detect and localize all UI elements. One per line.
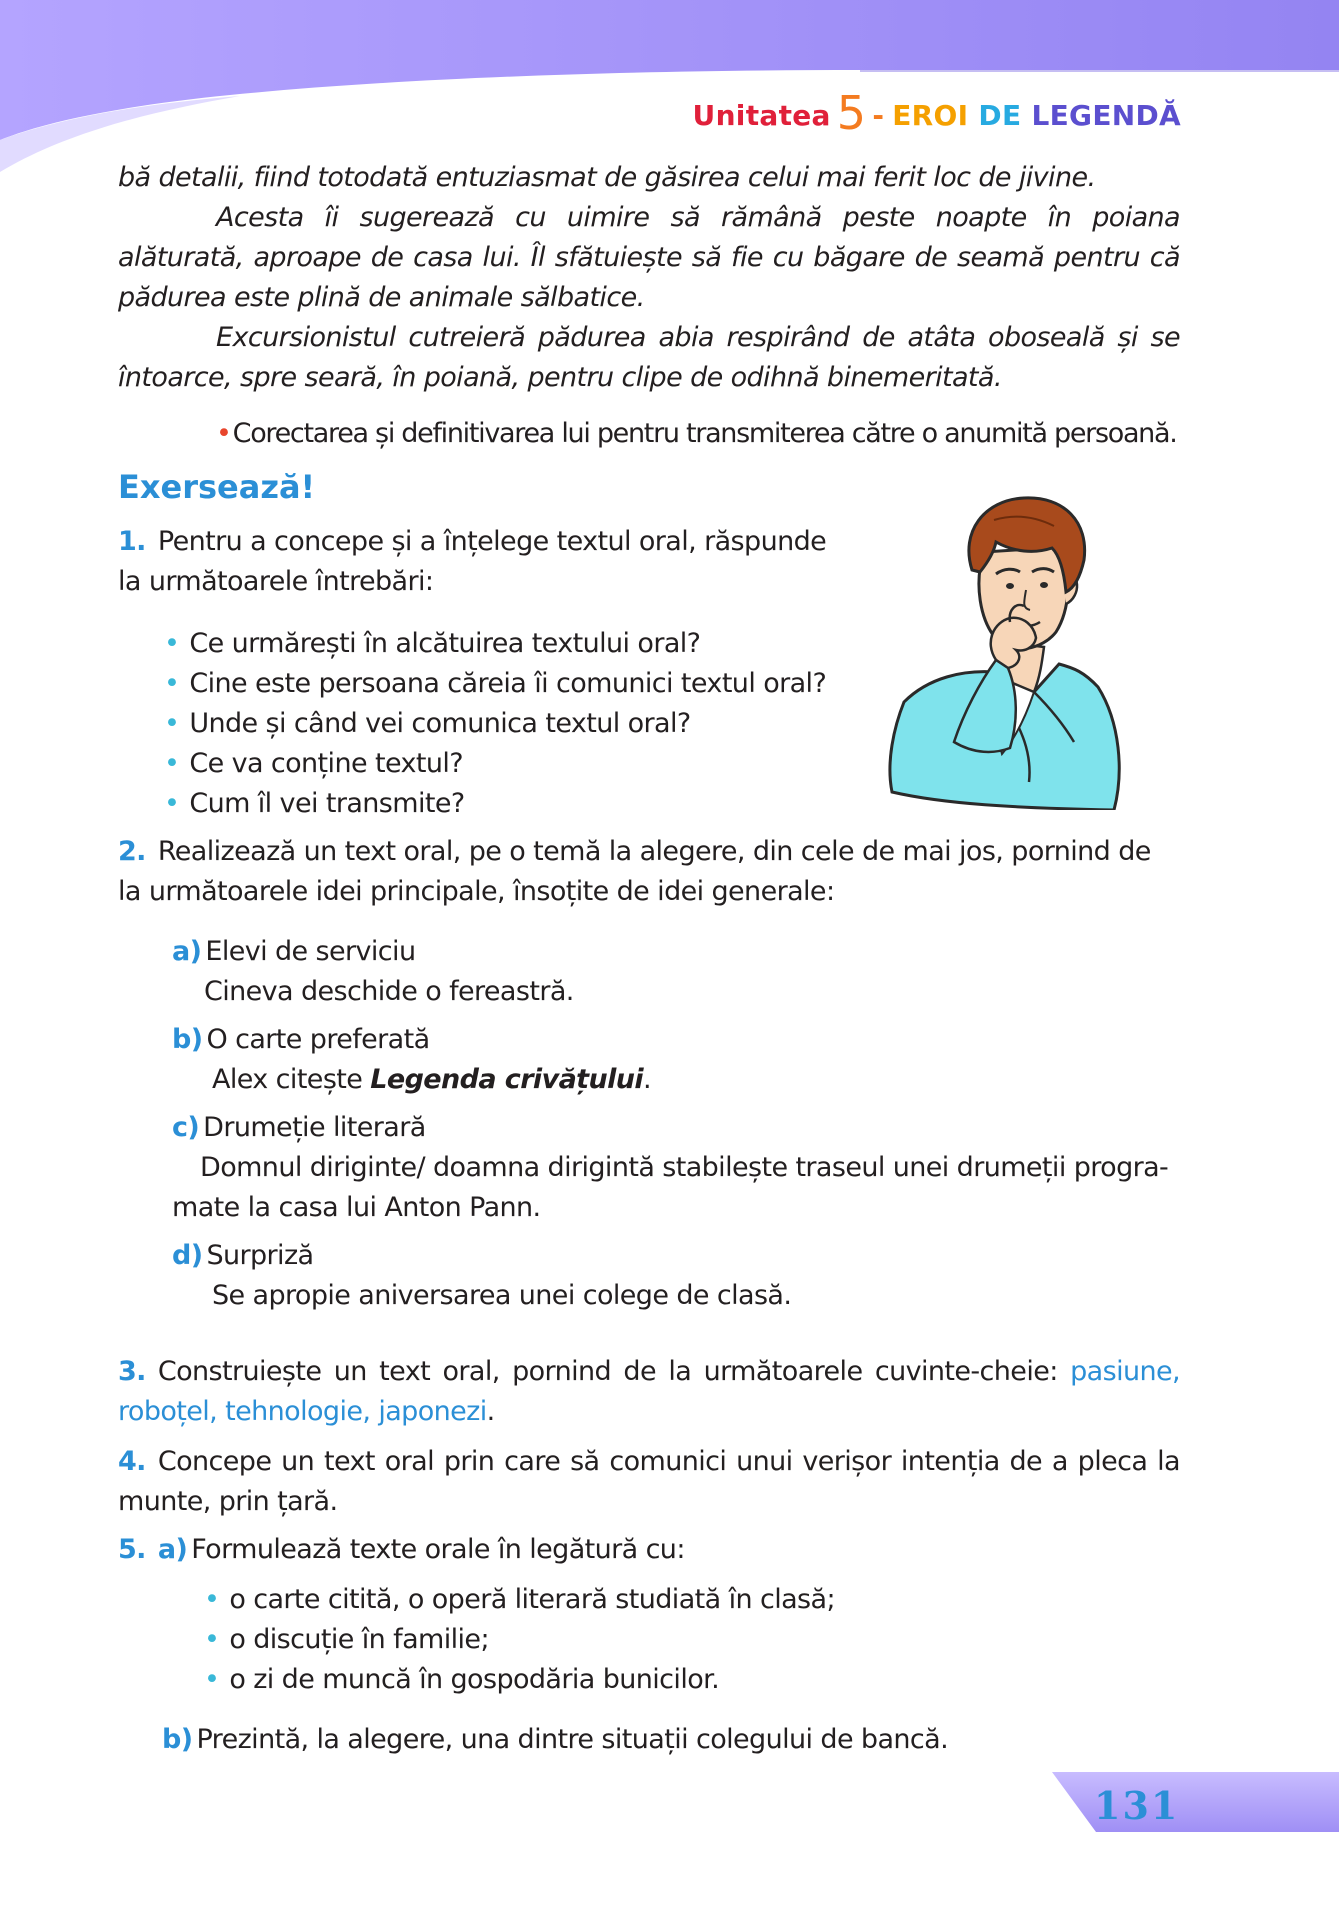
ex2-item-b-title: b) O carte preferată — [172, 1024, 430, 1055]
unit-title-word-2: DE — [978, 99, 1022, 132]
unit-title-word-3: LEGENDĂ — [1031, 99, 1181, 132]
ex5-bullet: • o discuție în familie; — [204, 1624, 489, 1655]
ex1-line-2: la următoarele întrebări: — [118, 566, 434, 597]
unit-title — [693, 86, 1181, 140]
bullet-dot: • — [216, 418, 231, 449]
unit-word: Unitatea — [692, 99, 831, 132]
ex3-keywords: pasiune, roboțel, tehnologie, japonezi — [118, 1356, 1180, 1427]
ex2-item-c-detail-line-2: mate la casa lui Anton Pann. — [172, 1192, 541, 1223]
ex2-item-d-detail: Se apropie aniversarea unei colege de clasă. — [212, 1280, 792, 1311]
ex5-number: 5. — [118, 1534, 146, 1565]
ex3-number: 3. — [118, 1356, 146, 1387]
ex2-statement: 2. Realizează un text oral, pe o temă la alegere, din cele de mai jos, pornind de la următoarele idei principale, însoțite de idei generale: — [118, 836, 1151, 907]
ex5-a: 5. a) Formulează texte orale în legătură cu: — [118, 1534, 685, 1565]
ex2-item-d-title: d) Surpriză — [172, 1240, 314, 1271]
intro-line-1: bă detalii, fiind totodată entuziasmat de găsirea celui mai ferit loc de jivine. — [118, 162, 1096, 193]
exercise-heading: Exersează! — [118, 468, 316, 506]
thinking-boy-illustration — [884, 492, 1134, 810]
ex1-number: 1. — [118, 526, 146, 557]
ex4-statement: 4. Concepe un text oral prin care să comunici unui verișor intenția de a pleca la munte, prin țară. — [118, 1446, 1180, 1517]
ex3-statement: 3. Construiește un text oral, pornind de la următoarele cuvinte-cheie: pasiune, roboțel, tehnologie, japonezi. — [118, 1356, 1180, 1427]
intro-bullet — [216, 414, 1180, 454]
ex5-bullet: • o carte citită, o operă literară studiată în clasă; — [204, 1584, 835, 1615]
unit-title-word-1: EROI — [892, 99, 969, 132]
ex4-number: 4. — [118, 1446, 146, 1477]
unit-dash: - — [872, 99, 885, 132]
intro-paragraph-3: Excursionistul cutreieră pădurea abia respirând de atâta oboseală și se întoarce, spre seară, în poiană, pentru clipe de odihnă binemeritată. — [118, 322, 1180, 393]
ex1-bullet: • Unde și când vei comunica textul oral? — [164, 708, 691, 739]
ex5-b: b) Prezintă, la alegere, una dintre situații colegului de bancă. — [162, 1724, 949, 1755]
ex2-number: 2. — [118, 836, 146, 867]
ex1-line-1: 1. Pentru a concepe și a înțelege textul oral, răspunde — [118, 526, 827, 557]
ex2-item-c-title: c) Drumeție literară — [172, 1112, 426, 1143]
page-number: 131 — [1094, 1783, 1180, 1828]
ex5-bullet: • o zi de muncă în gospodăria bunicilor. — [204, 1664, 720, 1695]
ex2-item-c-detail-line-1: Domnul diriginte/ doamna dirigintă stabilește traseul unei drumeții progra- — [200, 1152, 1169, 1183]
ex1-bullet: • Cine este persoana căreia îi comunici textul oral? — [164, 668, 827, 699]
intro-paragraph-2: Acesta îi sugerează cu uimire să rămână peste noapte în poiana alăturată, aproape de casa lui. Îl sfătuiește să fie cu băgare de seamă pentru că pădurea este plină de animale sălbatice. — [118, 202, 1180, 313]
ex2-item-a-title: a) Elevi de serviciu — [172, 936, 416, 967]
intro-bullet-text: Corectarea și definitivarea lui pentru transmiterea către o anumită persoană. — [232, 418, 1177, 449]
ex1-bullet: • Cum îl vei transmite? — [164, 788, 465, 819]
ex1-bullet: • Ce urmărești în alcătuirea textului oral? — [164, 628, 701, 659]
ex2-item-b-detail: Alex citește Legenda crivățului. — [212, 1064, 652, 1095]
ex2-item-a-detail: Cineva deschide o fereastră. — [204, 976, 574, 1007]
book-title: Legenda crivățului — [370, 1064, 644, 1095]
unit-number: 5 — [836, 86, 867, 140]
ex1-bullet: • Ce va conține textul? — [164, 748, 463, 779]
